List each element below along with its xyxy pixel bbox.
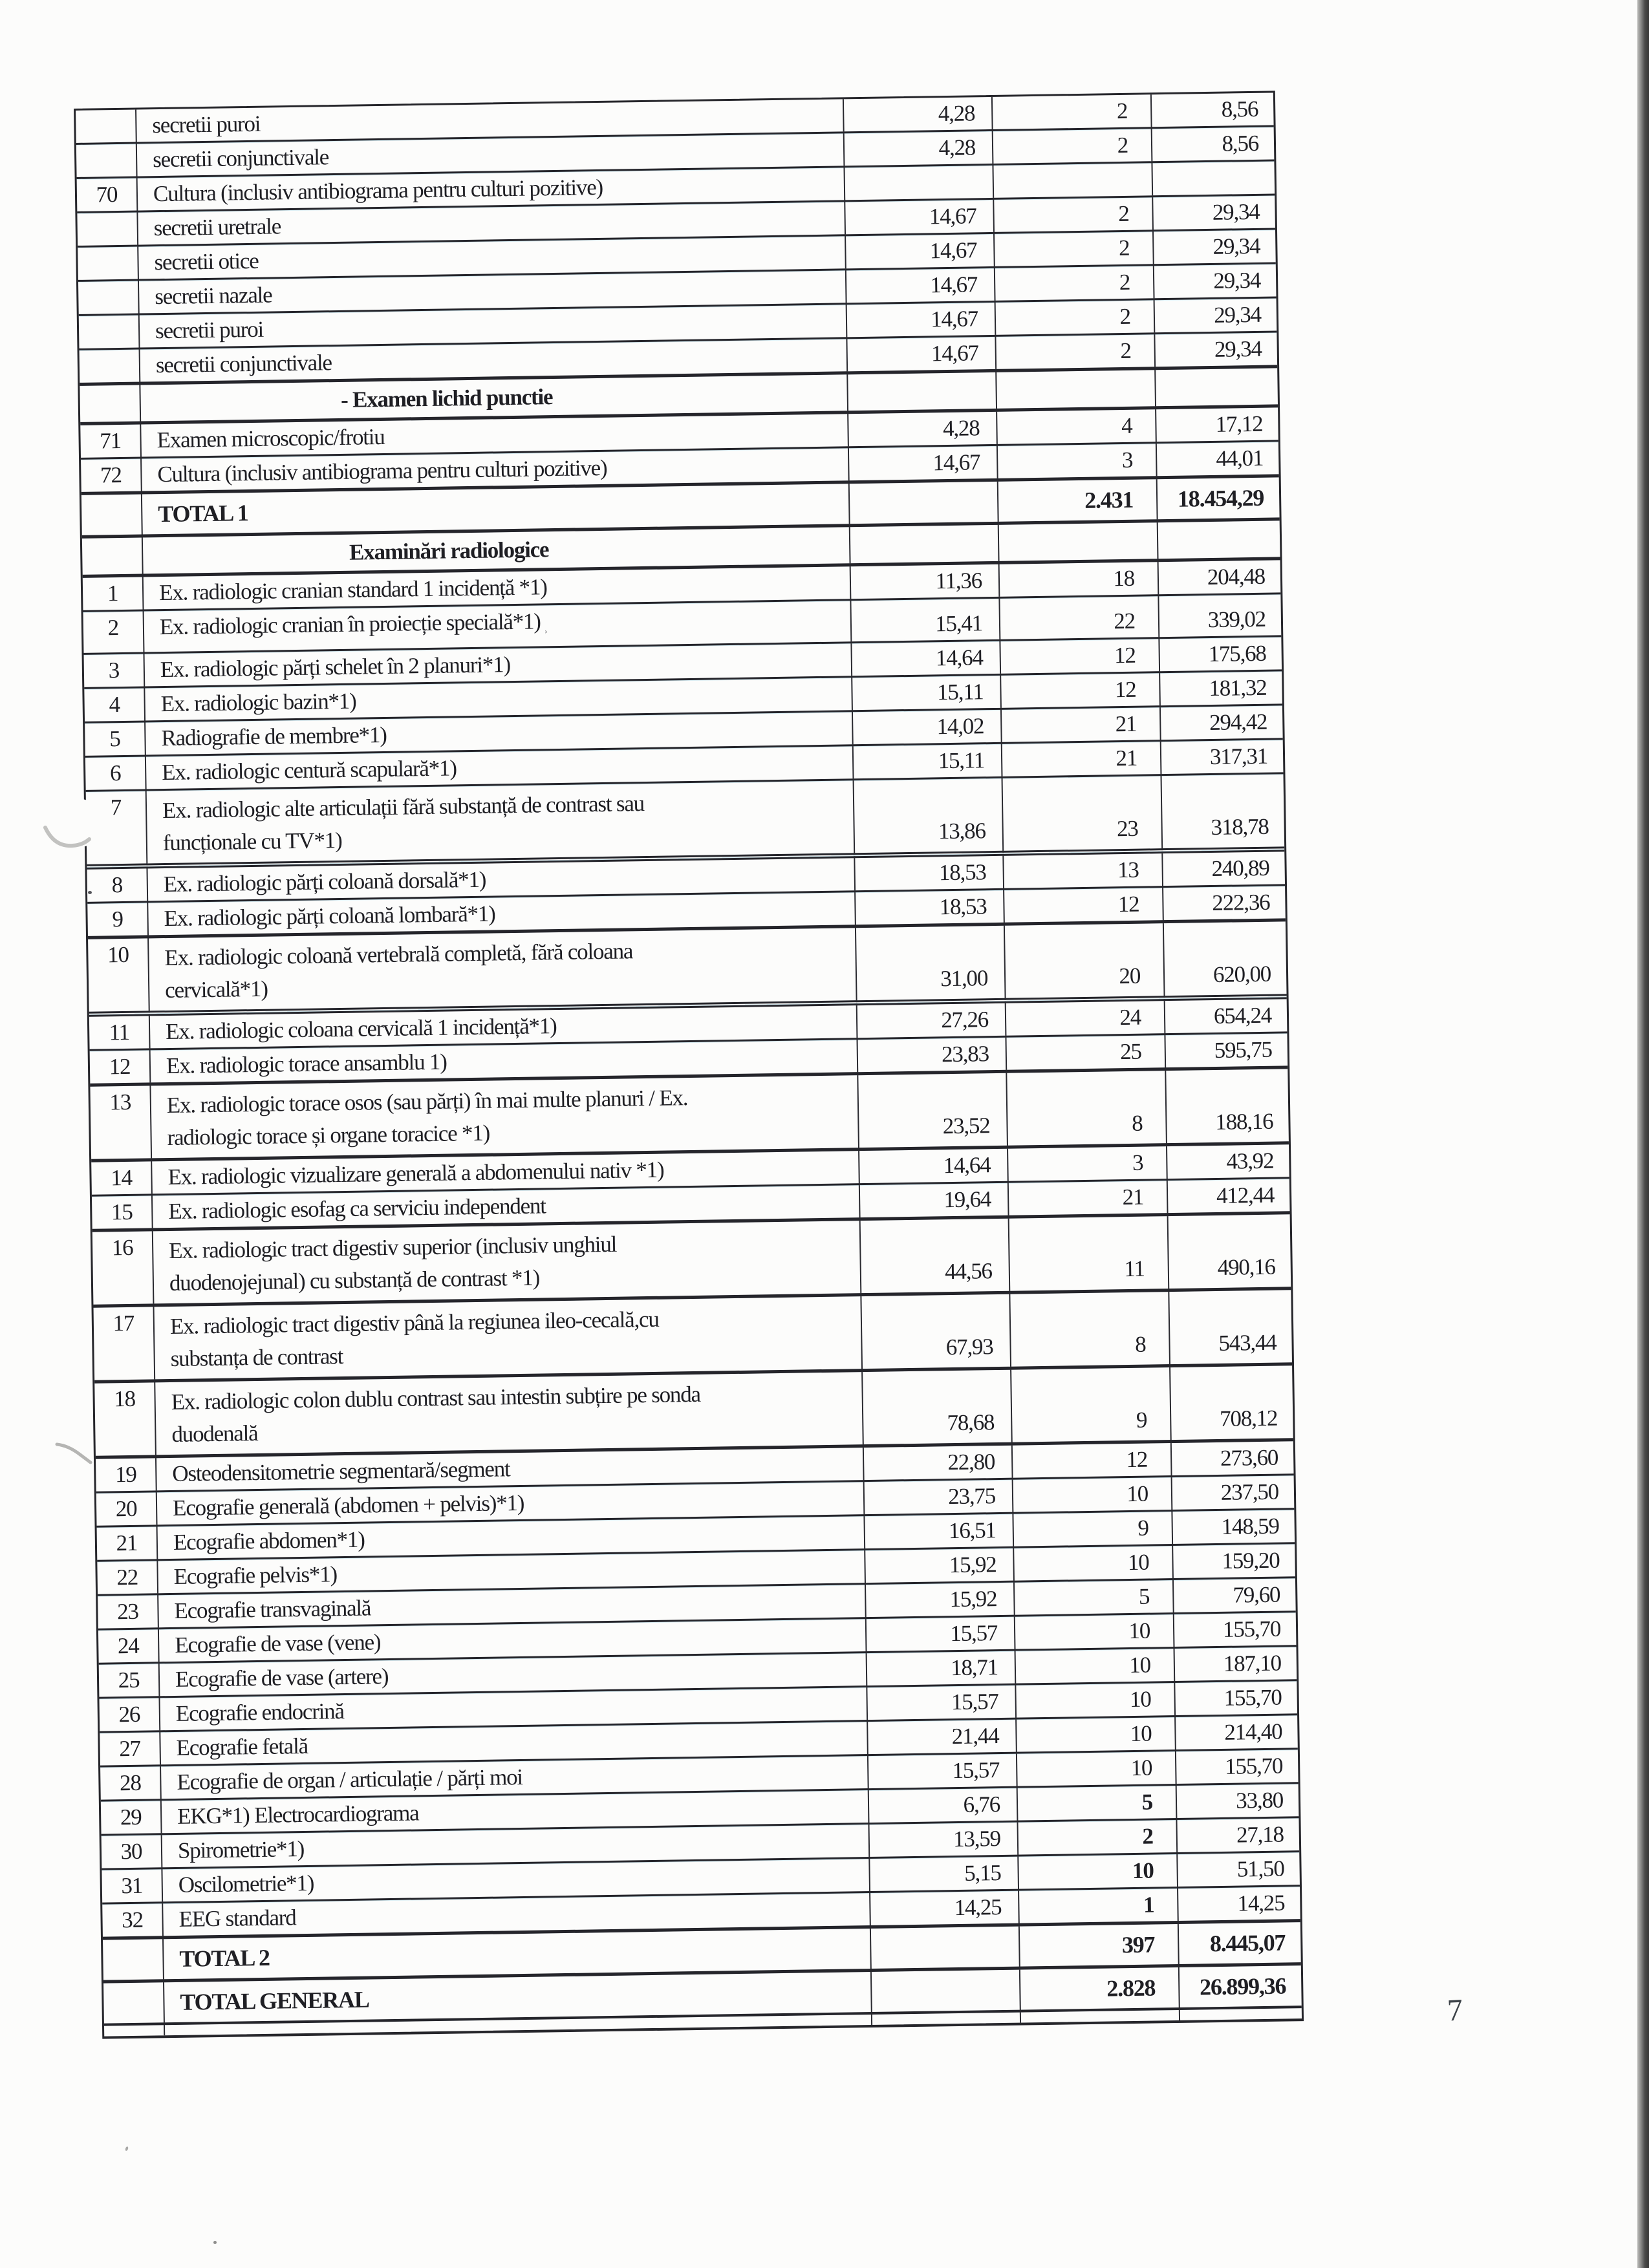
quantity-cell: 2.828 <box>1020 1965 1180 2011</box>
quantity-cell: 11 <box>1009 1215 1169 1293</box>
service-name-cell: Ex. radiologic torace osos (sau părți) în mai multe planuri / Ex. radiologic torace și organe toracice *1) <box>150 1074 859 1160</box>
row-number-cell: 27 <box>119 1735 141 1762</box>
unit-price-cell: 5,15 <box>869 1856 1018 1892</box>
service-name-cell: Osteodensitometrie segmentară/segment <box>156 1446 864 1492</box>
unit-price-cell <box>850 523 999 564</box>
service-name-cell: Ex. radiologic părți coloană dorsală*1) <box>147 855 855 902</box>
row-number-cell: 70 <box>96 182 118 208</box>
amount-cell: 148,59 <box>1172 1509 1295 1545</box>
service-name-cell: EEG standard <box>162 1892 870 1938</box>
row-number-cell: 18 <box>114 1385 136 1412</box>
quantity-cell: 12 <box>1004 887 1163 925</box>
quantity-cell: 2 <box>994 231 1154 268</box>
quantity-cell: 2 <box>993 128 1152 165</box>
unit-price-cell: 14,25 <box>870 1890 1019 1927</box>
amount-cell: 155,70 <box>1174 1612 1297 1648</box>
unit-price-cell: 15,92 <box>865 1581 1015 1618</box>
quantity-cell: 21 <box>1001 707 1161 744</box>
row-number-cell: 7 <box>110 795 122 820</box>
quantity-cell: 12 <box>1000 672 1160 709</box>
amount-cell: 188,16 <box>1165 1067 1289 1145</box>
amount-cell: 18.454,29 <box>1157 476 1280 521</box>
paper-speck-icon <box>125 2146 129 2152</box>
services-table-wrapper <box>74 91 1304 2038</box>
service-name-cell: Oscilometrie*1) <box>162 1858 870 1903</box>
amount-cell <box>1152 160 1275 197</box>
quantity-cell: 8 <box>1009 1290 1170 1369</box>
unit-price-cell: 14,67 <box>846 267 995 303</box>
unit-price-cell: 23,83 <box>857 1036 1006 1073</box>
unit-price-cell: 14,64 <box>859 1147 1008 1184</box>
row-number-cell: 23 <box>116 1598 139 1625</box>
service-name-cell: secretii otice <box>138 235 846 280</box>
service-name-cell: EKG*1) Electrocardiograma <box>161 1790 869 1834</box>
unit-price-cell: 21,44 <box>867 1718 1017 1755</box>
services-table-body <box>76 92 1302 2036</box>
unit-price-cell <box>870 1925 1020 1970</box>
quantity-cell: 22 <box>999 595 1159 641</box>
paper-speck-icon <box>213 2241 217 2244</box>
amount-cell: 79,60 <box>1173 1578 1296 1614</box>
service-name-cell: Ecografie generală (abdomen + pelvis)*1) <box>156 1481 865 1526</box>
amount-cell: 33,80 <box>1176 1783 1299 1819</box>
service-name-cell: Ex. radiologic coloană vertebrală completă, fără coloana cervicală*1) <box>148 926 857 1014</box>
quantity-cell: 1 <box>1018 1887 1178 1925</box>
amount-cell: 175,68 <box>1159 636 1282 672</box>
amount-cell: 26.899,36 <box>1179 1964 1302 2009</box>
unit-price-cell <box>847 370 997 412</box>
row-number-cell: 19 <box>114 1461 136 1488</box>
unit-price-cell <box>844 164 993 200</box>
quantity-cell: 10 <box>1013 1545 1173 1582</box>
amount-cell: 654,24 <box>1165 996 1288 1034</box>
row-number-cell: 6 <box>109 760 121 786</box>
unit-price-cell: 4,28 <box>843 97 993 133</box>
unit-price-cell: 23,75 <box>864 1479 1013 1515</box>
quantity-cell: 21 <box>1008 1180 1168 1217</box>
row-number-cell: 30 <box>120 1838 142 1865</box>
amount-cell: 8,56 <box>1151 92 1274 127</box>
unit-price-cell: 27,26 <box>857 1001 1006 1039</box>
row-number-cell: 21 <box>116 1530 138 1556</box>
amount-cell: 222,36 <box>1163 885 1286 922</box>
services-table <box>76 92 1302 2036</box>
amount-cell: 543,44 <box>1169 1289 1292 1366</box>
row-number-cell: 12 <box>109 1053 131 1080</box>
unit-price-cell: 15,11 <box>853 743 1002 779</box>
unit-price-cell: 15,41 <box>850 597 1000 642</box>
quantity-cell: 10 <box>1015 1682 1175 1719</box>
quantity-cell: 5 <box>1017 1784 1177 1821</box>
unit-price-cell: 14,67 <box>845 198 994 235</box>
unit-price-cell: 14,02 <box>852 709 1002 745</box>
quantity-cell: 21 <box>1002 741 1161 778</box>
amount-cell: 29,34 <box>1154 263 1277 299</box>
amount-cell: 29,34 <box>1153 229 1276 265</box>
row-number-cell <box>79 314 140 349</box>
row-number-cell: 4 <box>109 692 120 718</box>
service-name-cell: Ex. radiologic torace ansamblu 1) <box>150 1039 858 1084</box>
amount-cell: 17,12 <box>1156 406 1278 443</box>
amount-cell: 294,42 <box>1160 705 1283 741</box>
service-name-cell: secretii conjunctivale <box>136 133 845 177</box>
quantity-cell: 4 <box>997 408 1156 445</box>
row-number-cell <box>78 246 138 281</box>
amount-cell: 159,20 <box>1172 1543 1295 1579</box>
row-number-cell: 8 <box>111 872 123 898</box>
row-number-cell: 2 <box>107 615 119 641</box>
row-number-cell: 9 <box>112 906 124 932</box>
unit-price-cell: 15,57 <box>868 1753 1017 1789</box>
amount-cell: 29,34 <box>1154 332 1277 369</box>
row-number-cell <box>76 143 137 178</box>
row-number-cell: 13 <box>109 1089 131 1115</box>
unit-price-cell: 19,64 <box>859 1182 1009 1219</box>
unit-price-cell <box>872 2011 1020 2025</box>
amount-cell: 14,25 <box>1178 1886 1300 1923</box>
scan-edge <box>1637 0 1649 2268</box>
row-number-cell: 14 <box>110 1164 133 1191</box>
paper-speck-icon <box>88 891 92 894</box>
service-name-cell: Ex. radiologic centură scapulară*1) <box>146 745 854 790</box>
service-name-cell: Ex. radiologic coloana cervicală 1 incidență*1) <box>149 1003 857 1049</box>
unit-price-cell: 15,57 <box>867 1684 1016 1720</box>
quantity-cell: 12 <box>1012 1442 1172 1479</box>
amount-cell: 43,92 <box>1167 1143 1289 1180</box>
service-name-cell: Examen microscopic/frotiu <box>140 412 848 458</box>
unit-price-cell: 23,52 <box>857 1071 1008 1149</box>
scan-artifact: ˒ <box>540 623 548 637</box>
quantity-cell: 8 <box>1006 1069 1167 1148</box>
quantity-cell: 10 <box>1015 1614 1174 1651</box>
amount-cell: 29,34 <box>1152 195 1275 231</box>
service-name-cell: secretii conjunctivale <box>140 338 848 383</box>
row-number-cell: 11 <box>109 1019 130 1045</box>
row-number-cell: 20 <box>115 1495 137 1522</box>
quantity-cell: 2 <box>995 299 1155 336</box>
row-number-cell: 24 <box>117 1632 139 1659</box>
quantity-cell: 2 <box>1017 1819 1177 1856</box>
service-name-cell: Ecografie transvaginală <box>158 1584 866 1629</box>
service-name-cell: - Examen lichid punctie <box>140 373 848 423</box>
quantity-cell <box>996 369 1156 411</box>
amount-cell: 412,44 <box>1167 1178 1290 1215</box>
amount-cell: 44,01 <box>1156 441 1279 478</box>
service-name-cell: Ex. radiologic alte articulații fără substanță de contrast sau funcționale cu TV*1) <box>146 780 855 866</box>
row-number-cell: 22 <box>116 1564 138 1590</box>
service-name-cell: Ex. radiologic tract digestiv până la regiunea ileo-cecală,cu substanța de contrast <box>153 1295 862 1381</box>
service-name-cell: Ecografie abdomen*1) <box>157 1515 865 1560</box>
service-name-cell: secretii puroi <box>136 99 844 143</box>
quantity-cell: 3 <box>1008 1145 1167 1182</box>
unit-price-cell: 4,28 <box>848 410 997 447</box>
row-number-cell <box>104 2024 164 2036</box>
row-number-cell: 1 <box>107 581 118 606</box>
amount-cell: 708,12 <box>1170 1364 1293 1442</box>
row-number-cell: 32 <box>121 1907 144 1933</box>
unit-price-cell: 22,80 <box>863 1444 1013 1481</box>
quantity-cell: 25 <box>1006 1034 1165 1072</box>
amount-cell: 29,34 <box>1154 297 1277 334</box>
amount-cell: 620,00 <box>1163 920 1287 998</box>
row-number-cell: 28 <box>119 1770 142 1796</box>
quantity-cell: 2 <box>993 197 1153 233</box>
row-number-cell: 29 <box>120 1804 142 1830</box>
amount-cell: 8.445,07 <box>1178 1921 1301 1966</box>
row-number-cell: 26 <box>118 1701 140 1728</box>
quantity-cell: 10 <box>1017 1751 1176 1788</box>
amount-cell: 8,56 <box>1152 126 1275 162</box>
row-number-cell <box>77 211 138 246</box>
service-name-cell: Spirometrie*1) <box>162 1824 870 1868</box>
amount-cell: 214,40 <box>1175 1715 1298 1751</box>
service-name-cell: Radiografie de membre*1) <box>145 711 853 756</box>
amount-cell: 27,18 <box>1176 1817 1299 1854</box>
row-number-cell <box>103 1981 164 2025</box>
unit-price-cell <box>849 480 998 525</box>
row-number-cell: 31 <box>121 1872 143 1899</box>
unit-price-cell: 14,67 <box>846 301 996 337</box>
service-name-cell: secretii nazale <box>138 270 846 314</box>
unit-price-cell: 14,64 <box>851 640 1000 676</box>
quantity-cell: 10 <box>1018 1853 1178 1890</box>
amount-cell <box>1155 367 1278 408</box>
quantity-cell: 3 <box>997 443 1157 480</box>
service-name-cell: secretii uretrale <box>137 201 845 246</box>
quantity-cell: 9 <box>1011 1366 1171 1444</box>
row-number-cell <box>103 1938 164 1982</box>
unit-price-cell: 11,36 <box>850 562 1000 599</box>
quantity-cell <box>998 521 1158 563</box>
unit-price-cell: 15,57 <box>866 1616 1015 1652</box>
unit-price-cell: 16,51 <box>864 1513 1013 1549</box>
quantity-cell: 24 <box>1006 998 1165 1036</box>
row-number-cell: 10 <box>107 941 129 968</box>
unit-price-cell: 6,76 <box>868 1787 1018 1823</box>
service-name-cell: Ecografie de vase (artere) <box>159 1653 867 1697</box>
pencil-slash-mark-icon <box>54 1439 96 1468</box>
quantity-cell: 10 <box>1015 1648 1175 1685</box>
amount-cell <box>1158 519 1280 561</box>
quantity-cell: 2 <box>995 334 1155 371</box>
quantity-cell: 2.431 <box>998 478 1158 524</box>
amount-cell: 181,32 <box>1159 670 1282 707</box>
service-name-cell: Ex. radiologic bazin*1) <box>144 677 852 722</box>
unit-price-cell: 44,56 <box>860 1217 1010 1294</box>
row-number-cell: 72 <box>100 462 122 488</box>
unit-price-cell: 31,00 <box>856 924 1006 1003</box>
row-number-cell: 16 <box>111 1234 133 1261</box>
amount-cell: 204,48 <box>1158 559 1281 595</box>
amount-cell: 273,60 <box>1171 1440 1294 1477</box>
row-number-cell: 17 <box>113 1310 135 1336</box>
unit-price-cell: 67,93 <box>861 1292 1011 1370</box>
unit-price-cell: 14,67 <box>845 233 995 269</box>
row-number-cell <box>78 280 139 315</box>
row-number-cell <box>81 493 142 537</box>
amount-cell: 155,70 <box>1174 1680 1297 1717</box>
quantity-cell: 23 <box>1002 775 1163 853</box>
amount-cell: 317,31 <box>1161 739 1284 775</box>
service-name-cell: Ex. radiologic colon dublu contrast sau intestin subțire pe sonda duodenală <box>155 1371 863 1457</box>
service-name-cell: TOTAL 2 <box>163 1927 871 1981</box>
row-number-cell <box>80 348 140 384</box>
quantity-cell: 2 <box>992 94 1152 130</box>
service-name-cell: secretii puroi <box>139 304 847 348</box>
service-name-cell: Ex. radiologic tract digestiv superior (inclusiv unghiul duodenojejunal) cu substanță de contrast *1) <box>153 1219 861 1305</box>
amount-cell <box>1180 2007 1302 2020</box>
unit-price-cell: 15,92 <box>865 1547 1014 1583</box>
amount-cell: 237,50 <box>1172 1475 1295 1511</box>
service-name-cell: Ex. radiologic esofag ca serviciu independent <box>152 1184 860 1230</box>
unit-price-cell: 13,59 <box>868 1821 1018 1857</box>
row-number-cell: 25 <box>118 1667 140 1693</box>
service-name-cell: Ecografie fetală <box>160 1721 868 1766</box>
service-name-cell: Ex. radiologic părți coloană lombară*1) <box>147 892 856 937</box>
amount-cell: 240,89 <box>1162 849 1285 886</box>
quantity-cell: 13 <box>1003 851 1163 889</box>
unit-price-cell: 18,53 <box>854 853 1004 892</box>
quantity-cell <box>993 162 1152 199</box>
quantity-cell: 10 <box>1016 1717 1176 1753</box>
amount-cell: 490,16 <box>1168 1213 1291 1290</box>
quantity-cell <box>1020 2009 1180 2023</box>
amount-cell: 51,50 <box>1177 1852 1300 1888</box>
quantity-cell: 9 <box>1013 1511 1172 1548</box>
service-name-cell: Ex. radiologic vizualizare generală a abdomenului nativ *1) <box>151 1150 859 1195</box>
service-name-cell: TOTAL GENERAL <box>164 1971 872 2024</box>
quantity-cell: 20 <box>1004 922 1165 1001</box>
service-name-cell: Ecografie pelvis*1) <box>157 1550 865 1594</box>
page-number: 7 <box>1446 1993 1464 2028</box>
service-name-cell: Ex. radiologic părți schelet în 2 planuri*1) <box>144 643 852 687</box>
service-name-cell: Ecografie de organ / articulație / părți moi <box>160 1755 868 1800</box>
service-name-cell: Ecografie endocrină <box>159 1687 867 1731</box>
unit-price-cell: 18,71 <box>867 1650 1016 1686</box>
row-number-cell: 71 <box>100 427 122 454</box>
unit-price-cell: 14,67 <box>846 336 996 372</box>
unit-price-cell: 78,68 <box>862 1368 1012 1446</box>
row-number-cell <box>80 383 140 423</box>
quantity-cell: 5 <box>1014 1579 1174 1616</box>
row-number-cell: 5 <box>109 726 120 752</box>
service-name-cell: Ex. radiologic cranian în proiecție specială*1) $_˒$ <box>144 600 852 653</box>
row-number-cell: 3 <box>108 658 120 683</box>
unit-price-cell: 13,86 <box>854 777 1004 855</box>
quantity-cell: 18 <box>999 561 1159 598</box>
amount-cell: 339,02 <box>1158 594 1281 638</box>
amount-cell: 595,75 <box>1165 1032 1288 1069</box>
amount-cell: 318,78 <box>1161 773 1284 851</box>
unit-price-cell: 14,67 <box>848 445 998 482</box>
unit-price-cell: 15,11 <box>852 674 1001 711</box>
amount-cell: 155,70 <box>1176 1749 1299 1785</box>
service-name-cell: Ecografie de vase (vene) <box>158 1618 867 1663</box>
whiteout-arc-mark-icon <box>43 809 94 855</box>
quantity-cell: 397 <box>1019 1922 1179 1968</box>
quantity-cell: 2 <box>995 265 1154 302</box>
quantity-cell: 10 <box>1013 1477 1172 1514</box>
service-name-cell: Cultura (inclusiv antibiograma pentru culturi pozitive) <box>137 167 845 211</box>
row-number-cell: 15 <box>111 1199 133 1225</box>
unit-price-cell: 18,53 <box>855 889 1004 926</box>
service-name-cell: Cultura (inclusiv antibiograma pentru culturi pozitive) <box>141 447 849 493</box>
service-name-cell: TOTAL 1 <box>142 482 850 536</box>
amount-cell: 187,10 <box>1174 1646 1297 1682</box>
quantity-cell: 12 <box>1000 638 1159 675</box>
row-number-cell <box>82 536 143 576</box>
row-number-cell <box>76 110 136 144</box>
service-name-cell: Ex. radiologic cranian standard 1 incidență *1) <box>143 565 851 610</box>
service-name-cell: Examinări radiologice <box>142 526 850 575</box>
unit-price-cell <box>871 1968 1020 2013</box>
unit-price-cell: 4,28 <box>844 130 993 166</box>
